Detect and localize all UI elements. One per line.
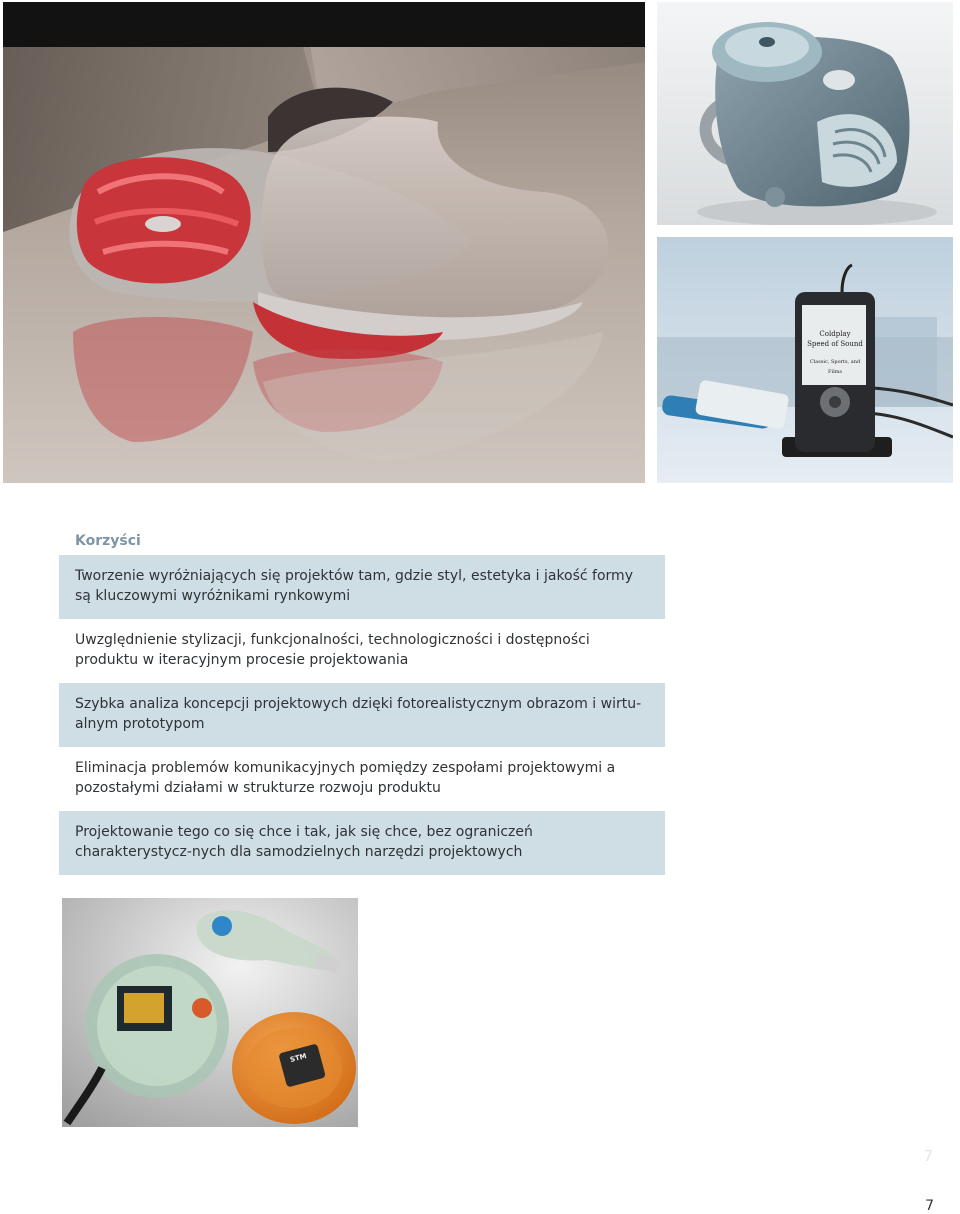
mp3-player-image [657,237,953,483]
benefits-list [59,555,665,875]
section-heading: Korzyści [75,533,141,549]
page-number-ghost: 7 [923,1147,933,1165]
benefit-item: Eliminacja problemów komunikacyjnych pomiędzy zespołami projektowymi a pozostałymi działami w strukturze rozwoju produktu [75,760,616,796]
player-screen-artist: Coldplay [819,330,851,338]
gadgets-image [62,898,358,1127]
benefit-item: Szybka analiza koncepcji projektowych dzięki fotorealistycznym obrazom i wirtu-alnym prototypom [59,683,665,747]
gadget-label: STM [289,1051,308,1065]
vacuum-cleaner-image [657,2,953,225]
page-number: 7 [925,1198,934,1214]
player-screen-song: Speed of Sound [807,340,863,348]
benefit-item: Projektowanie tego co się chce i tak, jak się chce, bez ograniczeń charakterystycz-nych dla samodzielnych narzędzi projektowych [59,811,665,875]
benefit-item: Uwzględnienie stylizacji, funkcjonalności, technologiczności i dostępności produktu w iteracyjnym procesie projektowania [75,632,590,668]
player-screen-genres: Classic, Sports, and Films [809,359,861,375]
benefit-item: Tworzenie wyróżniających się projektów tam, gdzie styl, estetyka i jakość formy są kluczowymi wyróżnikami rynkowymi [59,555,665,619]
shoe-render-image [3,2,645,483]
player-screen [804,329,866,377]
